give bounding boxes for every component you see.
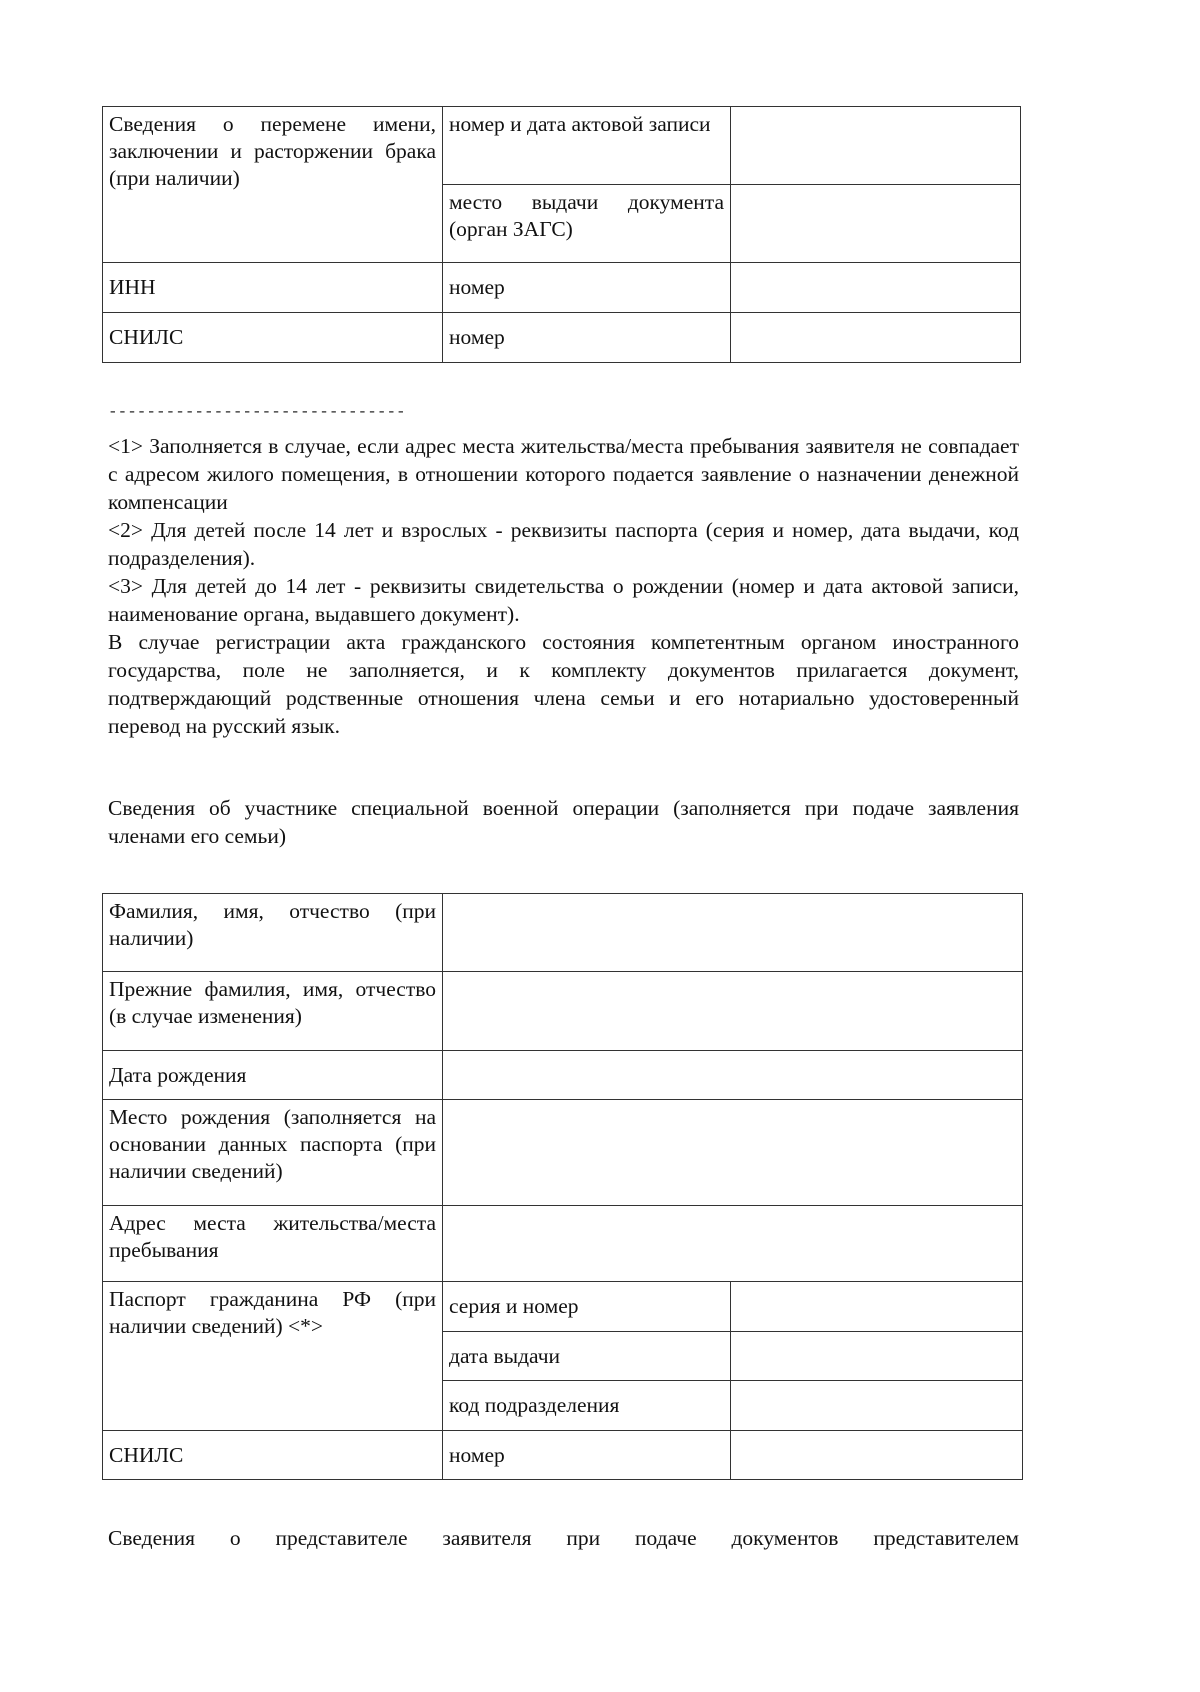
footnote-3: <3> Для детей до 14 лет - реквизиты свидетельства о рождении (номер и дата актовой записи, наименование органа, выдавшего документ).: [108, 574, 1019, 626]
marriage-change-label: Сведения о перемене имени, заключении и расторжении брака (при наличии): [103, 107, 443, 263]
footnote-4: В случае регистрации акта гражданского состояния компетентным органом иностранного государства, поле не заполняется, и к комплекту документов прилагается документ, подтверждающий родственные отношения члена семьи и его нотариально удостоверенный перевод на русский язык.: [108, 630, 1019, 738]
registry-office-label: место выдачи документа (орган ЗАГС): [443, 185, 731, 263]
participant-details-table: [102, 893, 1023, 1480]
participant-snils-number-label: номер: [443, 1431, 731, 1480]
registry-office-field[interactable]: [731, 185, 1021, 263]
passport-label: Паспорт гражданина РФ (при наличии сведений) <*>: [103, 1282, 443, 1431]
previous-fio-field[interactable]: [443, 972, 1023, 1051]
snils-field[interactable]: [731, 313, 1021, 363]
passport-series-label: серия и номер: [443, 1282, 731, 1332]
footnote-2: <2> Для детей после 14 лет и взрослых - реквизиты паспорта (серия и номер, дата выдачи, код подразделения).: [108, 518, 1019, 570]
footnote-1: <1> Заполняется в случае, если адрес места жительства/места пребывания заявителя не совпадает с адресом жилого помещения, в отношении которого подается заявление о назначении денежной компенсации: [108, 434, 1019, 514]
act-record-label: номер и дата актовой записи: [443, 107, 731, 185]
passport-issue-date-label: дата выдачи: [443, 1332, 731, 1381]
address-field[interactable]: [443, 1206, 1023, 1282]
representative-section-heading: Сведения о представителе заявителя при подаче документов представителем: [108, 1526, 1019, 1550]
fio-label: Фамилия, имя, отчество (при наличии): [103, 894, 443, 972]
snils-number-label: номер: [443, 313, 731, 363]
snils-label: СНИЛС: [103, 313, 443, 363]
passport-issue-date-field[interactable]: [731, 1332, 1023, 1381]
footnote-separator: -------------------------------: [108, 403, 406, 421]
applicant-details-table: [102, 106, 1021, 363]
birth-place-label: Место рождения (заполняется на основании данных паспорта (при наличии сведений): [103, 1100, 443, 1206]
participant-snils-label: СНИЛС: [103, 1431, 443, 1480]
birth-date-field[interactable]: [443, 1051, 1023, 1100]
address-label: Адрес места жительства/места пребывания: [103, 1206, 443, 1282]
participant-section-heading: Сведения об участнике специальной военной операции (заполняется при подаче заявления членами его семьи): [108, 796, 1019, 848]
act-record-field[interactable]: [731, 107, 1021, 185]
previous-fio-label: Прежние фамилия, имя, отчество (в случае изменения): [103, 972, 443, 1051]
footnotes: [108, 432, 1019, 740]
passport-division-code-field[interactable]: [731, 1381, 1023, 1431]
inn-field[interactable]: [731, 263, 1021, 313]
inn-number-label: номер: [443, 263, 731, 313]
passport-division-code-label: код подразделения: [443, 1381, 731, 1431]
inn-label: ИНН: [103, 263, 443, 313]
participant-snils-field[interactable]: [731, 1431, 1023, 1480]
passport-series-field[interactable]: [731, 1282, 1023, 1332]
birth-date-label: Дата рождения: [103, 1051, 443, 1100]
fio-field[interactable]: [443, 894, 1023, 972]
birth-place-field[interactable]: [443, 1100, 1023, 1206]
